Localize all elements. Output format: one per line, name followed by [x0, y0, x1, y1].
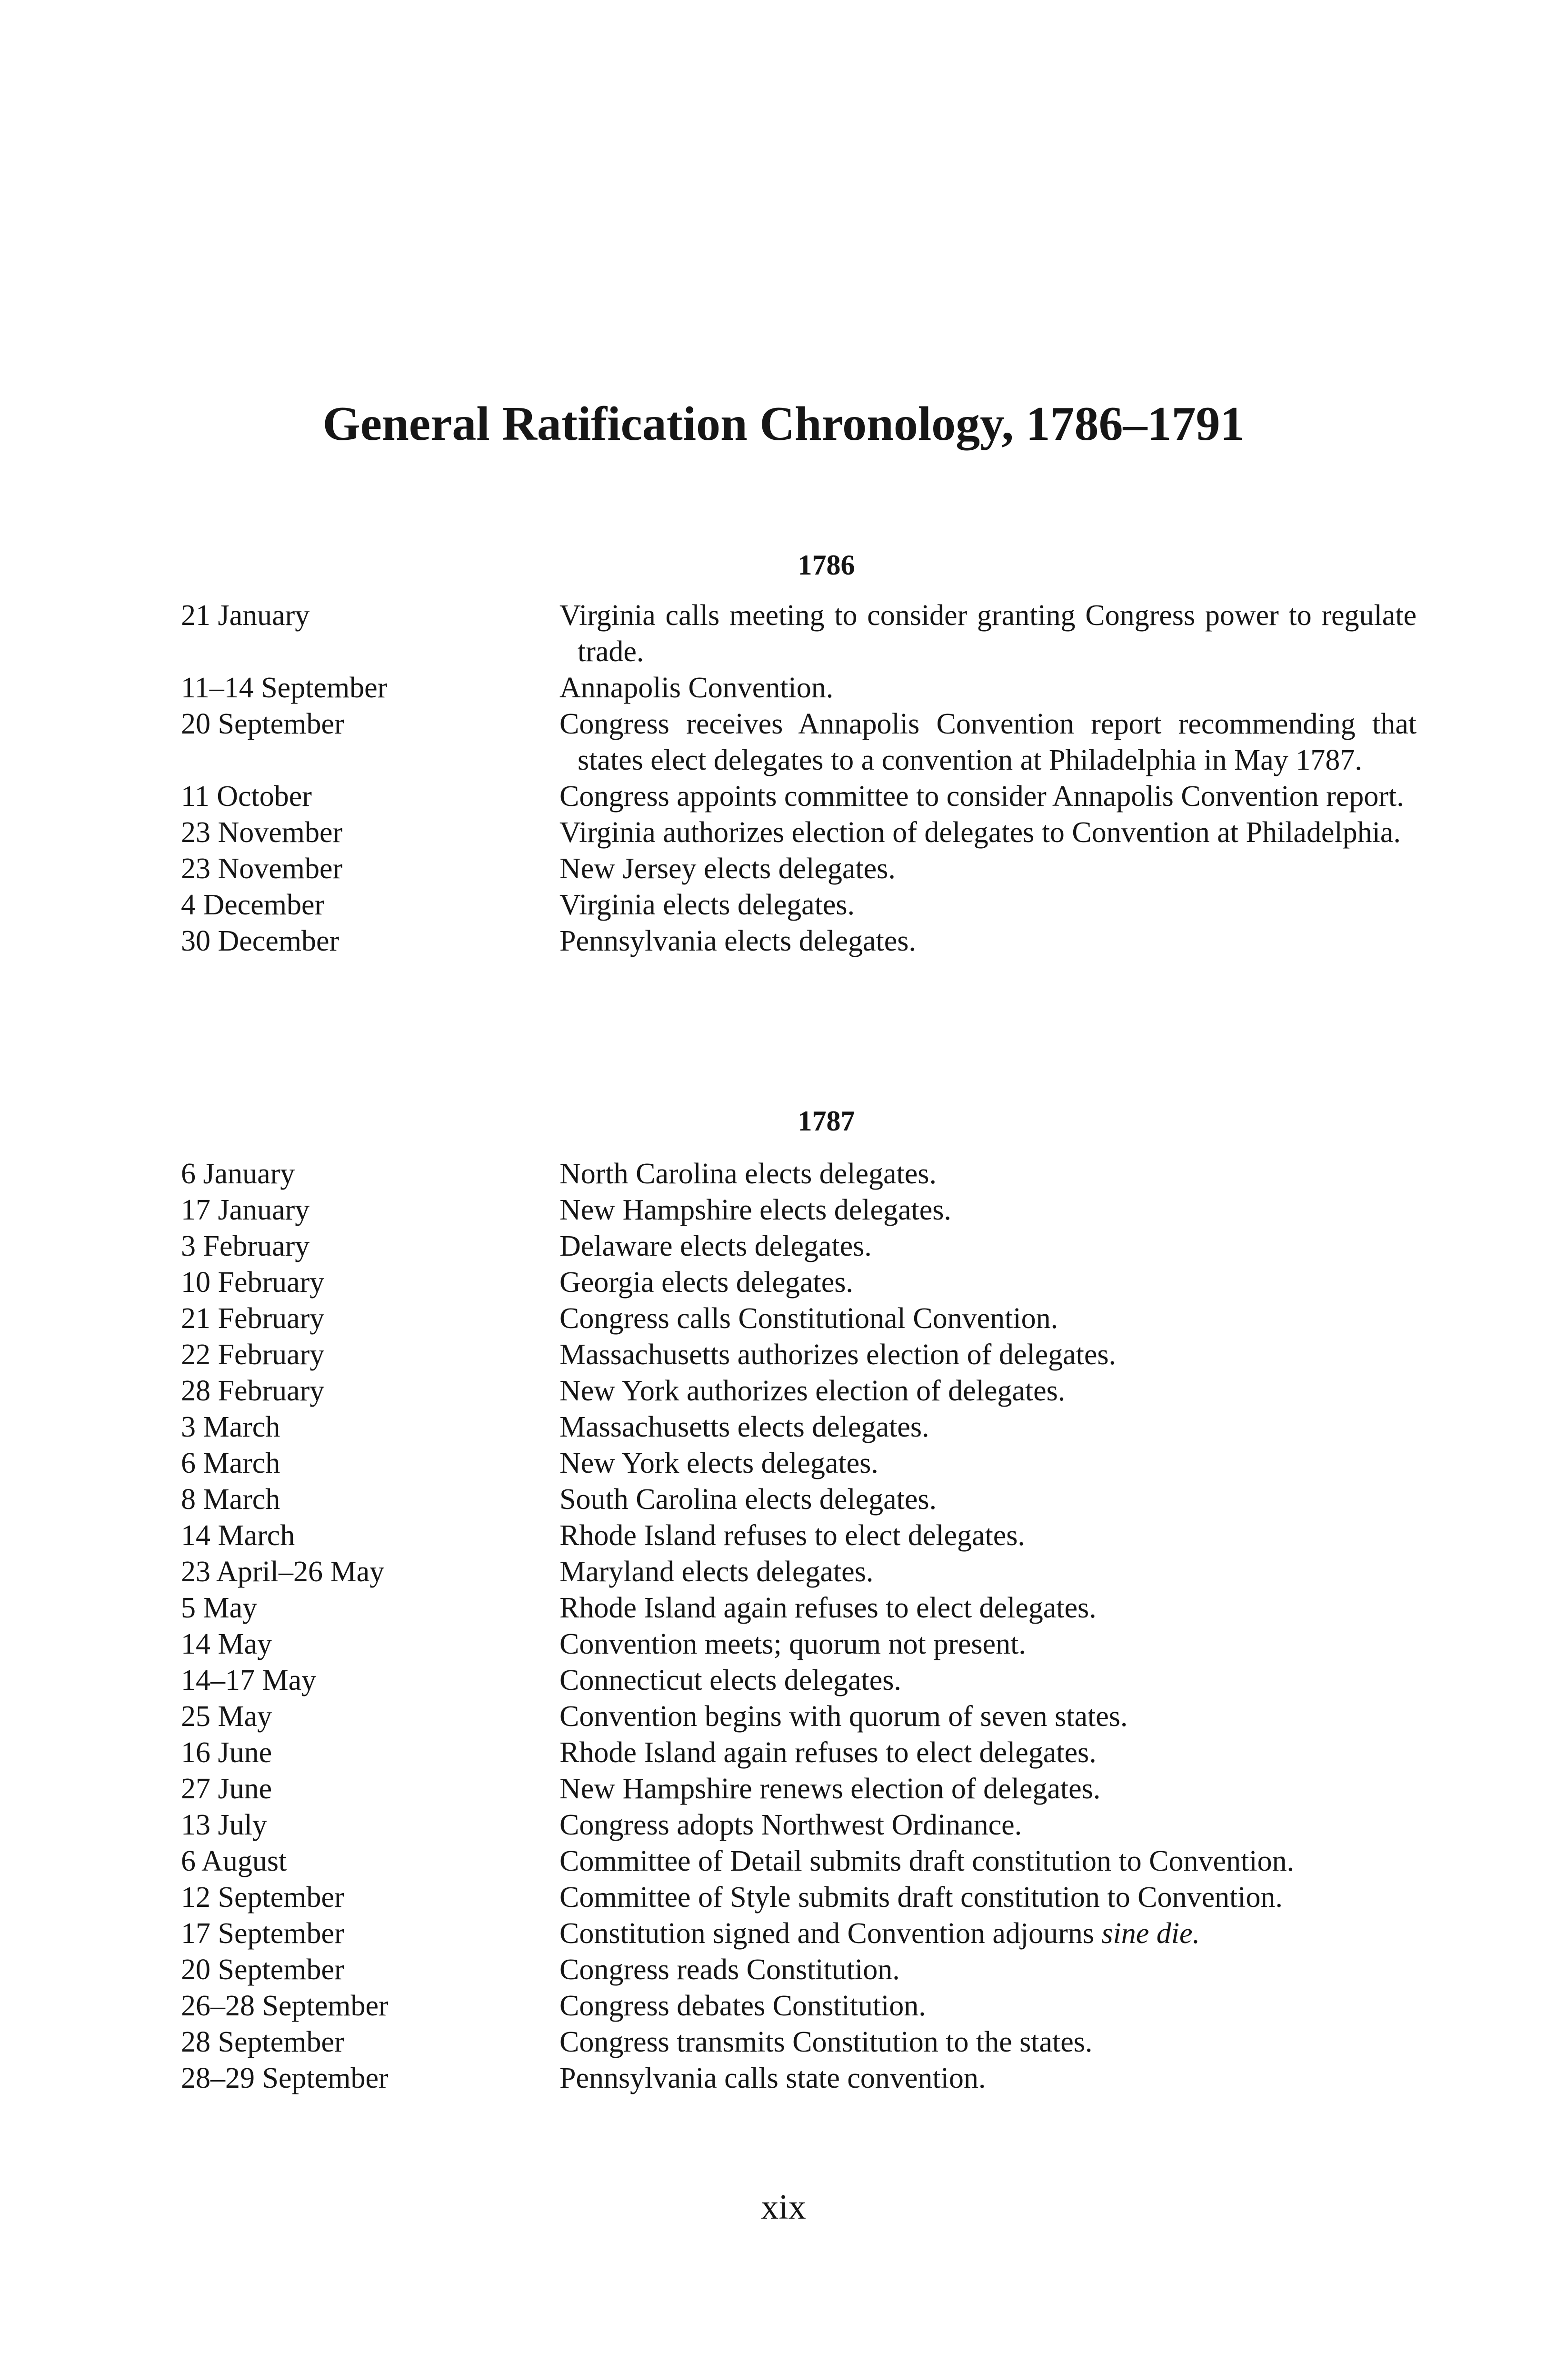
chronology-entry	[181, 814, 1417, 851]
entry-description	[559, 1771, 1417, 1807]
entry-date: 21 February	[181, 1302, 325, 1335]
entry-description	[559, 1409, 1417, 1445]
entry-description	[559, 1698, 1417, 1735]
chronology-entry	[181, 1988, 1417, 2024]
chronology-entry	[181, 1698, 1417, 1735]
entry-text: Committee of Detail submits draft constitution to Convention.	[559, 1845, 1294, 1877]
entry-date: 8 March	[181, 1483, 280, 1516]
entry-text: Annapolis Convention.	[559, 672, 834, 704]
entry-description	[559, 1807, 1417, 1843]
entry-description	[559, 1373, 1417, 1409]
chronology-entry	[181, 1879, 1417, 1915]
entry-text: Connecticut elects delegates.	[559, 1664, 901, 1696]
entry-italic-text: sine die.	[1101, 1917, 1200, 1950]
entry-description	[559, 1988, 1417, 2024]
chronology-entry	[181, 1481, 1417, 1517]
chronology-entry	[181, 1156, 1417, 1192]
entry-text: North Carolina elects delegates.	[559, 1158, 937, 1190]
entry-text: New Hampshire renews election of delegates.	[559, 1773, 1101, 1805]
entry-date: 6 March	[181, 1447, 280, 1479]
entry-text: Congress receives Annapolis Convention report recommending that states elect delegates to a convention at Philadelphia in May 1787.	[559, 708, 1417, 776]
entry-date: 27 June	[181, 1773, 272, 1805]
entry-text: Massachusetts elects delegates.	[559, 1411, 929, 1443]
entry-text: Congress debates Constitution.	[559, 1990, 926, 2022]
entry-text: Convention begins with quorum of seven states.	[559, 1700, 1128, 1733]
chronology-entry	[181, 1192, 1417, 1228]
entry-text: Massachusetts authorizes election of delegates.	[559, 1339, 1116, 1371]
entry-date: 23 April–26 May	[181, 1556, 385, 1588]
page-title: General Ratification Chronology, 1786–1791	[322, 397, 1245, 451]
chronology-entry	[181, 1409, 1417, 1445]
entry-date: 20 September	[181, 1954, 344, 1986]
chronology-entry	[181, 1373, 1417, 1409]
chronology-entry	[181, 1337, 1417, 1373]
entry-description	[559, 2060, 1417, 2096]
entry-description	[559, 1554, 1417, 1590]
entry-date: 5 May	[181, 1592, 258, 1624]
entry-text: Congress calls Constitutional Convention.	[559, 1302, 1058, 1335]
chronology-entry	[181, 1300, 1417, 1337]
entry-text: New Jersey elects delegates.	[559, 853, 896, 885]
chronology-1787	[181, 1156, 1417, 2096]
entry-text: Pennsylvania calls state convention.	[559, 2062, 986, 2094]
entry-description	[559, 814, 1417, 851]
chronology-entry	[181, 1517, 1417, 1554]
chronology-entry	[181, 1807, 1417, 1843]
entry-date: 16 June	[181, 1736, 272, 1769]
entry-text: Virginia calls meeting to consider granting Congress power to regulate trade.	[559, 599, 1417, 668]
entry-text: Congress adopts Northwest Ordinance.	[559, 1809, 1022, 1841]
entry-date: 13 July	[181, 1809, 267, 1841]
year-heading-1787: 1787	[798, 1105, 855, 1137]
entry-date: 3 February	[181, 1230, 310, 1262]
entry-description	[559, 1445, 1417, 1481]
chronology-entry	[181, 1228, 1417, 1264]
entry-description	[559, 778, 1417, 814]
entry-date: 6 August	[181, 1845, 287, 1877]
entry-date: 17 January	[181, 1194, 310, 1226]
chronology-1786	[181, 597, 1417, 959]
chronology-entry	[181, 1952, 1417, 1988]
entry-text: Virginia elects delegates.	[559, 889, 855, 921]
chronology-entry	[181, 1590, 1417, 1626]
chronology-entry	[181, 1915, 1417, 1952]
entry-date: 14 May	[181, 1628, 272, 1660]
entry-text: Committee of Style submits draft constitution to Convention.	[559, 1881, 1283, 1914]
entry-text: Virginia authorizes election of delegates to Convention at Philadelphia.	[559, 816, 1401, 849]
entry-description	[559, 2024, 1417, 2060]
entry-text: Congress appoints committee to consider Annapolis Convention report.	[559, 780, 1404, 813]
entry-date: 30 December	[181, 925, 339, 957]
entry-date: 4 December	[181, 889, 325, 921]
entry-description	[559, 1337, 1417, 1373]
entry-date: 20 September	[181, 708, 344, 740]
entry-description	[559, 851, 1417, 887]
entry-date: 21 January	[181, 599, 310, 632]
entry-description	[559, 1662, 1417, 1698]
entry-text: Congress transmits Constitution to the states.	[559, 2026, 1093, 2058]
chronology-entry	[181, 670, 1417, 706]
chronology-entry	[181, 1264, 1417, 1300]
chronology-entry	[181, 597, 1417, 670]
entry-description	[559, 1915, 1417, 1952]
entry-text: Pennsylvania elects delegates.	[559, 925, 916, 957]
entry-date: 23 November	[181, 853, 343, 885]
entry-description	[559, 1264, 1417, 1300]
entry-date: 22 February	[181, 1339, 325, 1371]
entry-date: 17 September	[181, 1917, 344, 1950]
entry-date: 12 September	[181, 1881, 344, 1914]
entry-text: Congress reads Constitution.	[559, 1954, 900, 1986]
entry-text: Convention meets; quorum not present.	[559, 1628, 1026, 1660]
chronology-entry	[181, 851, 1417, 887]
entry-description	[559, 1156, 1417, 1192]
entry-description	[559, 1626, 1417, 1662]
chronology-entry	[181, 778, 1417, 814]
entry-date: 3 March	[181, 1411, 280, 1443]
chronology-entry	[181, 887, 1417, 923]
chronology-entry	[181, 2060, 1417, 2096]
chronology-entry	[181, 706, 1417, 778]
chronology-entry	[181, 1843, 1417, 1879]
entry-date: 14 March	[181, 1519, 295, 1552]
entry-description	[559, 1952, 1417, 1988]
entry-text: Rhode Island again refuses to elect delegates.	[559, 1736, 1097, 1769]
entry-text: Rhode Island again refuses to elect delegates.	[559, 1592, 1097, 1624]
entry-date: 14–17 May	[181, 1664, 317, 1696]
entry-date: 10 February	[181, 1266, 325, 1299]
chronology-entry	[181, 1735, 1417, 1771]
entry-description	[559, 597, 1417, 670]
entry-description	[559, 1843, 1417, 1879]
chronology-entry	[181, 1554, 1417, 1590]
year-heading-1786: 1786	[798, 549, 855, 581]
entry-date: 28 September	[181, 2026, 344, 2058]
chronology-entry	[181, 923, 1417, 959]
chronology-entry	[181, 1445, 1417, 1481]
entry-date: 26–28 September	[181, 1990, 389, 2022]
entry-text: Rhode Island refuses to elect delegates.	[559, 1519, 1025, 1552]
entry-text: Constitution signed and Convention adjourns	[559, 1917, 1094, 1950]
entry-description	[559, 923, 1417, 959]
entry-description	[559, 1228, 1417, 1264]
page-number: xix	[761, 2188, 806, 2227]
entry-date: 28 February	[181, 1375, 325, 1407]
entry-date: 23 November	[181, 816, 343, 849]
entry-text: New Hampshire elects delegates.	[559, 1194, 951, 1226]
entry-description	[559, 1481, 1417, 1517]
entry-text: New York authorizes election of delegates.	[559, 1375, 1066, 1407]
entry-date: 11–14 September	[181, 672, 388, 704]
entry-date: 28–29 September	[181, 2062, 389, 2094]
chronology-entry	[181, 1771, 1417, 1807]
entry-text: Georgia elects delegates.	[559, 1266, 853, 1299]
entry-description	[559, 670, 1417, 706]
chronology-entry	[181, 1662, 1417, 1698]
chronology-entry	[181, 1626, 1417, 1662]
entry-description	[559, 1590, 1417, 1626]
entry-description	[559, 887, 1417, 923]
entry-description	[559, 1879, 1417, 1915]
entry-date: 6 January	[181, 1158, 295, 1190]
entry-description	[559, 1192, 1417, 1228]
entry-date: 25 May	[181, 1700, 272, 1733]
entry-text: New York elects delegates.	[559, 1447, 878, 1479]
entry-description	[559, 1300, 1417, 1337]
entry-date: 11 October	[181, 780, 312, 813]
chronology-entry	[181, 2024, 1417, 2060]
entry-text: Maryland elects delegates.	[559, 1556, 874, 1588]
entry-description	[559, 1735, 1417, 1771]
entry-description	[559, 706, 1417, 778]
entry-text: Delaware elects delegates.	[559, 1230, 872, 1262]
entry-text: South Carolina elects delegates.	[559, 1483, 937, 1516]
entry-description	[559, 1517, 1417, 1554]
